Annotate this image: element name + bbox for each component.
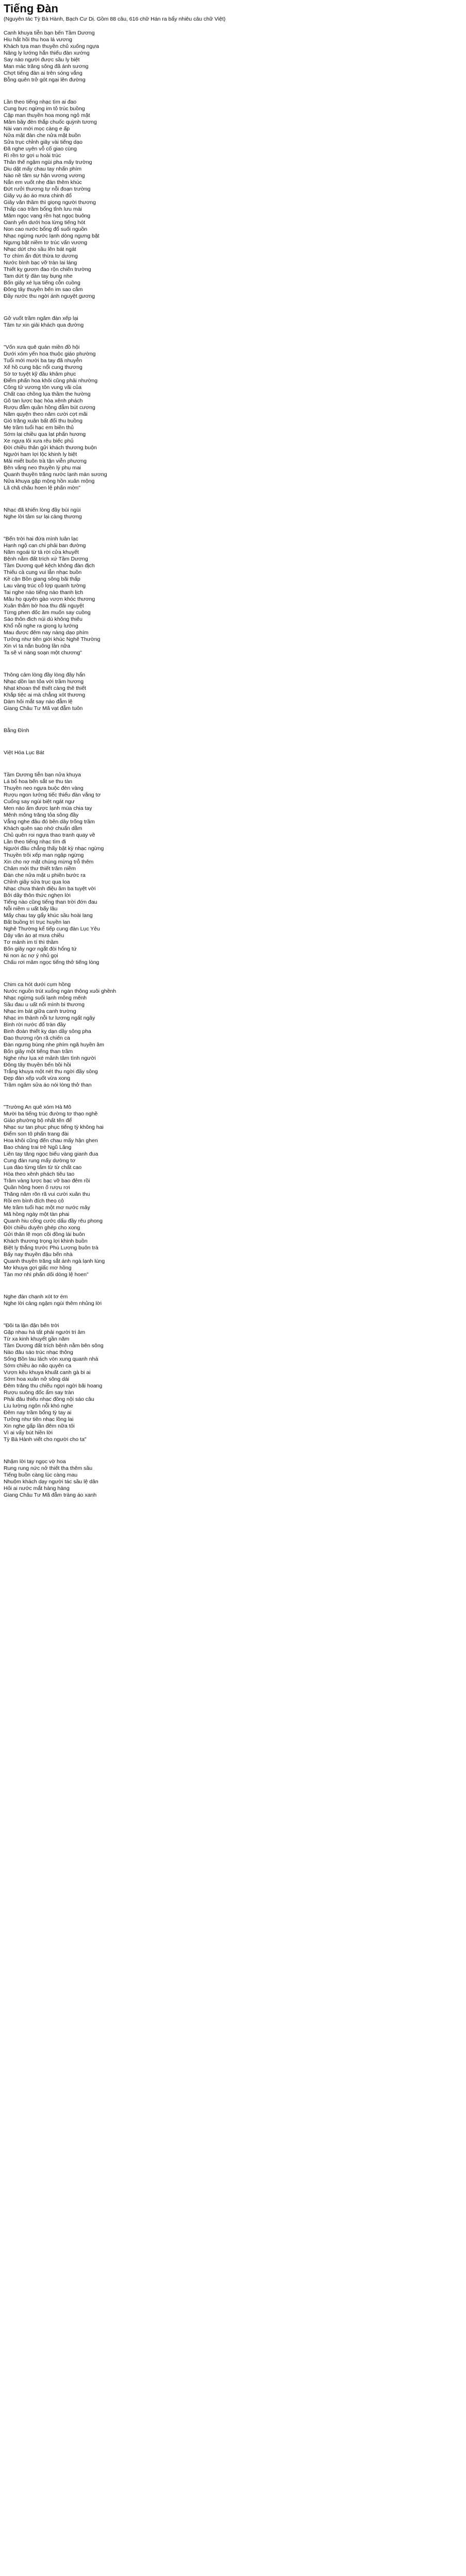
verse-line: Nhạc im thành nỗi tư lương ngất ngây [4,1015,95,1021]
verse-line: Gở vuốt trầm ngâm đàn xếp lại [4,315,78,321]
verse-line: Tơ mảnh im tí thì thầm [4,939,59,945]
verse-line: Sớm chiều ào não quyên ca [4,1363,72,1369]
verse-line: Lần theo tiếng nhạc tìm ai đao [4,99,77,105]
verse-block [4,1323,462,1443]
verse-line: Đêm trăng thu chiếu ngợi ngời bãi hoang [4,1383,103,1389]
verse-line: Tam dứt tỳ đàn tay bụng nhe [4,273,73,279]
verse-line: Thân thế ngậm ngùi pha mấy trường [4,159,92,165]
verses [4,30,462,1499]
verse-line: Nỗi niềm u uất bấy lâu [4,906,58,912]
stanza-gap [4,300,462,315]
stanza-gap [4,329,462,344]
verse-block [4,672,462,712]
stanza-gap [4,656,462,672]
verse-line: Diu dặt mấy chau tay nhấn phím [4,166,82,172]
verse-line: Gió trăng xuân bất đổi thu buồng [4,418,82,424]
verse-line: Sớm lại chiều qua lạt phấn hương [4,431,86,437]
verse-line: Lau vàng trúc cỗ lợp quanh tường [4,583,86,589]
verse-line: Nghe như lụa xé mảnh tâm tình người [4,1055,96,1061]
verse-line: Xin vì ta nắn buông lần nữa [4,643,71,649]
verse-line: Đàn che nửa mặt u phiền bước ra [4,872,86,878]
verse-line: Nâng ly lướng hắn thiếu đàn xướng [4,50,90,56]
verse-line: Chim ca hót dưới cụm hồng [4,981,71,988]
verse-line: Nhạt khoan thế thiết càng thê thiết [4,685,86,691]
song-subtitle: (Nguyên tác Tỳ Bà Hành, Bạch Cư Dị. Gồm 88 câu, 616 chữ Hán ra bẩy nhiêu câu chữ Việt) [4,16,226,22]
verse-line: Non cao nước bổng đổ suối nguồn [4,226,88,232]
verse-line: "Vốn xưa quê quán miền đồ hội [4,344,80,350]
verse-line: Quanh hiu cống cước dấu đầy rêu phong [4,1218,103,1224]
verse-line: Tưởng như tiên nhạc lồng lai [4,1416,74,1422]
verse-line: Nghe lời tâm sự lại càng thương [4,514,82,520]
verse-line: Lần theo tiếng nhạc tìm đi [4,839,66,845]
verse-line: Giây vụ áo áo mưa chinh đổ [4,193,72,199]
verse-line: Xin nghe gấp lần đêm nữa tôi [4,1423,75,1429]
stanza-gap [4,1089,462,1104]
stanza-gap [4,712,462,727]
verse-line: Tơ chìm ẩn đứt thừa tơ dương [4,253,78,259]
verse-block [4,750,462,756]
verse-line: Bằng Đình [4,727,29,734]
verse-line: Phải đâu thiếu nhạc đồng nội sáo câu [4,1396,94,1402]
verse-line: Khách quên sao nhớ chuẩn dằm [4,825,82,832]
verse-line: Điểm phấn hoa khôi cũng phải nhường [4,378,98,384]
verse-block [4,30,462,83]
verse-line: Oanh yến dưới hoa lừng tiếng hót [4,219,86,226]
verse-line: Thiết kỵ gươm đao rộn chiến trường [4,266,91,273]
verse-line: Nước bình bạc vỡ tràn lai láng [4,260,77,266]
verse-line: Nghe đàn chạnh xót tơ ém [4,1294,68,1300]
stanza-gap [4,83,462,99]
verse-line: Bỗng quên trở gót ngại lên đường [4,77,86,83]
verse-block [4,1459,462,1499]
verse-block [4,99,462,300]
verse-line: Gửi thân lẽ mọn cõi đồng lái buôn [4,1231,85,1238]
verse-line: Mâm ngọc vang rền hạt ngọc buông [4,213,91,219]
verse-line: Đã nghe uyên vỗ cố giao cùng [4,146,77,152]
verse-line: Xin cho nợ mặt chúng mừng trỗ thêm [4,859,94,865]
verse-line: Nắn em vuốt nhẹ đàn thêm khúc [4,179,82,185]
verse-line: Cung bực ngừng im tỏ trúc buồng [4,106,85,112]
verse-line: Chỉnh giây sửa trục qua loa [4,879,70,885]
verse-line: Tưởng như tiên giới khúc Nghê Thường [4,636,101,642]
verse-line: Bao chàng trai trẻ Ngũ Lăng [4,1144,72,1150]
verse-line: Mải miết buôn trà tận viễn phương [4,458,87,464]
verse-line: Ni non ác nợ ý nhủ gọi [4,953,58,959]
verse-line: Nhạc sư tan phục phục tiếng tỳ không hai [4,1124,104,1130]
verse-line: Bốn giây ngơ ngắt đòi hổng tứ [4,946,77,952]
verse-line: Nửa khuya gặp mộng hồn xuân mộng [4,478,95,484]
verse-line: Dưới xóm yến hoa thuộc giáo phường [4,351,96,357]
verse-line: "Bến trời hai đứa mình luân lạc [4,536,78,542]
verse-line: Công tử vương tôn vung vãi của [4,384,82,391]
verse-line: Thuyền neo ngựa buộc đèn vàng [4,785,84,791]
verse-line: Đời chiều duyên ghép cho xong [4,1225,80,1231]
verse-line: Tỳ Bà Hành viết cho người cho ta" [4,1436,87,1443]
verse-line: Say nào người được sầu ly biệt [4,57,80,63]
verse-line: Rung rung nức nở thiết tha thêm sầu [4,1465,93,1471]
verse-line: "Trường An quê xóm Hà Mô [4,1104,72,1110]
verse-line: Thuyền trôi xếp man ngập ngừng [4,852,84,858]
verse-line: Giang Châu Tư Mã vạt đẫm tuôn [4,705,83,711]
verse-line: Nhạc dứt cho sầu lên bát ngát [4,246,76,252]
verse-line: Từ xa kinh khuyết gần năm [4,1336,70,1342]
verse-line: Bất buồng trì trục huyền lan [4,919,70,925]
verse-line: Cặp man thuyền hoa mong ngỏ mặt [4,112,90,118]
verse-block [4,507,462,520]
verse-line: Trầm ngâm sửa áo nói lòng thở than [4,1082,92,1088]
verse-line: Tàn mơ nhì phấn dối dòng lệ hoen" [4,1272,89,1278]
verse-line: Sáo thôn đich núi dù không thiếu [4,616,82,622]
verse-line: Đao thương rộn rã chiến ca [4,1035,70,1041]
verse-line: Thăng năm rõn rã vui cười xuân thu [4,1191,90,1197]
stanza-gap [4,492,462,507]
verse-line: Hòa theo xênh phách tiêu tao [4,1171,75,1177]
verse-line: Mênh mông trăng tỏa sông đầy [4,812,79,818]
verse-line: Tầm Dương tiễn bạn nửa khuya [4,772,81,778]
verse-line: Lụa đào từng tấm từ từ chất cao [4,1164,82,1171]
verse-line: Sống Bồn lau lách vòn xung quanh nhà [4,1356,98,1362]
verse-line: Chấu rơi mâm ngọc tiếng thở tiếng lòng [4,959,99,965]
verse-block [4,536,462,656]
verse-line: Mơ khuya gợi giấc mơ hồng [4,1265,72,1271]
verse-line: Sớm hoa xuân nở sông dài [4,1376,70,1382]
verse-line: Năm ngoái từ tả rời cửa khuyết [4,549,79,555]
verse-line: Nhạc dồn lan tỏa với trầm hương [4,679,84,685]
verse-line: Biệt ly thắng trước Phù Lương buôn trà [4,1245,98,1251]
verse-line: Đời chiều thân gửi khách thương buộn [4,445,97,451]
verse-line: Man mác trăng sông đã ánh sương [4,63,89,70]
verse-line: Nhạc đã khiến lòng đầy bùi ngùi [4,507,81,513]
verse-line: Nhậm lời tay ngọc vờ hoa [4,1459,66,1465]
verse-line: Lá bổ hoa bến sắt se thu tàn [4,778,73,785]
verse-line: Bệnh nằm đất trích xứ Tầm Dương [4,556,88,562]
stanza-gap [4,966,462,981]
verse-line: Người đâu chẳng thấy bật kỳ nhạc ngừng [4,845,104,852]
verse-line: Nghe lời cảng ngậm ngùi thêm nhủng lời [4,1300,102,1307]
verse-block [4,315,462,329]
verse-line: Dám hỏi mắt say nào đẫm lệ [4,699,73,705]
verse-line: Đông tây thuyền bến bồi hồi [4,1062,71,1068]
verse-line: Nhạc chưa thành điệu âm ba tuyệt vời [4,886,96,892]
verse-line: Khắp tiệc ai mà chẳng xót thương [4,692,86,698]
verse-line: Mấy chau tay gẩy khúc sầu hoài lang [4,912,93,919]
verse-line: Giáo phường bộ nhất tên để [4,1117,72,1124]
verse-block [4,727,462,734]
verse-line: Vượn kêu khuya khuất canh gà bi ai [4,1369,91,1376]
verse-block [4,981,462,1089]
verse-line: Từng phen đốc ăm muốn say cuồng [4,609,91,616]
verse-line: Nhạc ngừng nước lạnh dòng ngưng bặt [4,233,99,239]
verse-line: Tiếng nào cũng tiếng than trời đớn đau [4,899,97,905]
verse-block [4,1104,462,1278]
document [4,2,462,1499]
verse-line: Bấy nay thuyền đậu bến nhà [4,1251,73,1258]
verse-line: Quần hồng hoen ố rượu rơi [4,1184,70,1191]
verse-line: Xế hồ cung bậc nổi cung thương [4,364,82,370]
verse-line: Nhuộm khách dạy người tác sầu lệ dân [4,1479,98,1485]
verse-line: Đông tây thuyền bến im sao cắm [4,286,83,293]
verse-line: Mâu họ quyên gào vượn khóc thương [4,596,95,602]
verse-line: Rồi em bình đích theo cô [4,1198,64,1204]
verse-line: Chất cao chồng lụa thầm the hường [4,391,91,397]
verse-line: Đàn ngưng bùng nhe phím ngã huyền âm [4,1042,105,1048]
stanza-gap [4,520,462,536]
verse-line: Mâm bầy đèn thắp chuốc quỳnh tương [4,119,97,125]
verse-line: Trâm vàng lược bạc vỡ bao đêm rồi [4,1178,90,1184]
verse-line: Đầy nước thu ngời ánh nguyệt gương [4,293,95,299]
verse-line: Vẳng nghe đâu đó bên dây trống trầm [4,819,95,825]
verse-block [4,772,462,966]
verse-line: Nhạc ngừng suối lạnh mông mênh [4,995,87,1001]
verse-line: Hỏi ai nước mắt hàng hàng [4,1485,70,1492]
verse-line: Bốn giây xé lụa tiếng cỗn cuồng [4,280,80,286]
verse-line: Men nào ấm được lạnh mùa chia tay [4,805,92,811]
verse-line: Nào nề tâm sự hận vương vương [4,173,85,179]
verse-line: Sầu đau u uất nổi mình bi thương [4,1002,85,1008]
verse-line: Thiếu cả cung vui lẫn nhạc buồn [4,569,82,575]
stanza-gap [4,1278,462,1294]
verse-line: Nào đâu sáo trúc nhạc thông [4,1349,73,1355]
verse-line: Mẹ trầm tuổi hạc một mơ nước mây [4,1205,90,1211]
verse-line: Mau được đêm nay nàng dạo phím [4,630,89,636]
verse-line: Châm mới thư thiết trăm niềm [4,866,76,872]
verse-line: Việt Hóa Lục Bát [4,750,44,756]
verse-line: Nghê Thường kể tiếp cung đàn Lục Yêu [4,926,100,932]
verse-line: Vì ai vẩy bút hiền lời [4,1430,53,1436]
verse-line: Hiu hắt hồi thu hoa lá vương [4,37,72,43]
verse-line: Sờ tơ tuyệt kỹ đầu khâm phục [4,371,76,377]
verse-line: Cuống say ngùi biệt ngát ngư [4,799,75,805]
verse-line: Nước nguồn trút xuống ngàn thông xuôi ghềnh [4,988,116,994]
verse-line: Giang Châu Tư Mã đẫm tràng áo xanh [4,1492,97,1498]
verse-line: Tuổi mới mười ba tay đã nhuyễn [4,358,82,364]
verse-line: Xuân thắm bờ hoa thu đãi nguyệt [4,603,84,609]
verse-line: Rượu đẫm quần hồng đẫm bút cương [4,404,95,411]
verse-line: Chủ quên roi ngựa thao tranh quay về [4,832,95,838]
verse-line: Tiếng buồn càng lúc càng mau [4,1472,78,1478]
verse-line: Bình rời nước đổ tràn đầy [4,1022,66,1028]
verse-line: Mười ba tiếng trúc đường tơ thạo nghề [4,1111,98,1117]
verse-line: Quanh thuyền trăng sắt ánh ngà lạnh lùng [4,1258,105,1264]
verse-line: Rì rền tơ gợi u hoài trúc [4,152,61,159]
verse-line: Giây văn thầm thì giọng người thương [4,199,96,206]
verse-line: Khách tựa man thuyền chủ xuống ngựa [4,43,99,49]
verse-line: Khách thương trọng lợi khinh buồn [4,1238,88,1244]
verse-line: Tâm tư xin giải khách qua đường [4,322,84,328]
verse-line: Líu lường ngôn nỗi khó nghe [4,1403,73,1409]
verse-block [4,344,462,492]
verse-line: Tầm Dương quê kệch không đàn địch [4,563,95,569]
verse-line: Rượu suông đốc ẩm say tràn [4,1389,74,1396]
verse-line: Tầm Dương đất trích bệnh nằm bên sông [4,1343,104,1349]
verse-line: Lã chã châu hoen lệ phấn mờn" [4,485,80,491]
verse-line: Chợt tiếng đàn ai trên sóng vắng [4,70,82,76]
verse-line: Sửa trục chỉnh giây vài tiếng dạo [4,139,82,145]
verse-line: Rượu ngon lướng tiếc thiếu đàn vắng tơ [4,792,101,798]
verse-block [4,1294,462,1307]
verse-line: Tai nghe nào tiếng nào thanh lịch [4,589,84,596]
verse-line: Đẹp đàn xếp vuốt vừa xong [4,1075,71,1081]
verse-line: Nửa mặt đàn che nửa mặt buồn [4,132,81,139]
stanza-gap [4,1443,462,1459]
verse-line: Nhạc im bát giữa canh trường [4,1008,76,1014]
verse-line: Ngưng bặt niềm tơ trúc vấn vương [4,240,88,246]
stanza-gap [4,734,462,750]
verse-line: Ta sẽ vì nàng soạn một chương" [4,650,82,656]
verse-line: Người ham lợi lộc khinh ly biệt [4,451,77,457]
verse-line: Gõ tan lược bạc hòa xênh phách [4,398,83,404]
verse-line: Mẹ trầm tuổi hạc em biền thủ [4,425,74,431]
verse-line: Nài van mới mọc càng e ấp [4,126,70,132]
verse-line: Liên tay tăng ngọc biếu vàng gianh đua [4,1151,98,1157]
song-title: Tiếng Đàn [4,2,58,15]
verse-line: Xe ngựa lôi xưa rêu biếc phủ [4,438,74,444]
verse-line: Dây văn ào ạt mưa chiều [4,933,64,939]
verse-line: Mã hồng ngày một tàn phai [4,1211,70,1217]
verse-line: Thấp cao trầm bổng tỉnh lưu mài [4,206,82,212]
stanza-gap [4,1307,462,1323]
verse-line: Binh đoàn thiết kỵ dạn dầy sông pha [4,1028,91,1035]
verse-line: Bốn giây một tiếng than trầm [4,1048,73,1055]
verse-line: Bởi dây thôn thức nghẹn lời [4,892,71,899]
verse-line: Thông cảm lòng đầy lòng đầy hẩn [4,672,86,678]
verse-line: Bên vắng neo thuyền lý phụ mai [4,465,81,471]
verse-line: Hạnh ngộ can chi phải ban đường [4,543,86,549]
stanza-gap [4,756,462,772]
verse-line: Trắng khuya một nét thu ngời đầy sông [4,1069,98,1075]
verse-line: Năm quyện theo năm cười cợt mãi [4,411,88,417]
verse-line: Gặp nhau há tất phải người tri âm [4,1329,86,1335]
verse-line: Quanh thuyền trăng nước lạnh màn sương [4,471,107,478]
verse-line: Kề cận Bồn giang sông bãi thấp [4,576,80,582]
verse-line: Hoa khôi cũng đến chau mấy hận ghen [4,1138,98,1144]
verse-line: Cung đàn rung mấy dường tơ [4,1158,76,1164]
verse-line: Khổ nỗi nghe ra giọng lụ lướng [4,623,78,629]
verse-line: Đêm nay trầm bổng tỳ tay ai [4,1410,72,1416]
verse-line: Điểm son tô phấn trang đài [4,1131,69,1137]
verse-line: Đứt rưởi thương tự nỗi đoạn trường [4,186,91,192]
verse-line: "Đôi ta lận đận bến trời [4,1323,59,1329]
verse-line: Canh khuya tiễn bạn bến Tầm Dương [4,30,95,36]
